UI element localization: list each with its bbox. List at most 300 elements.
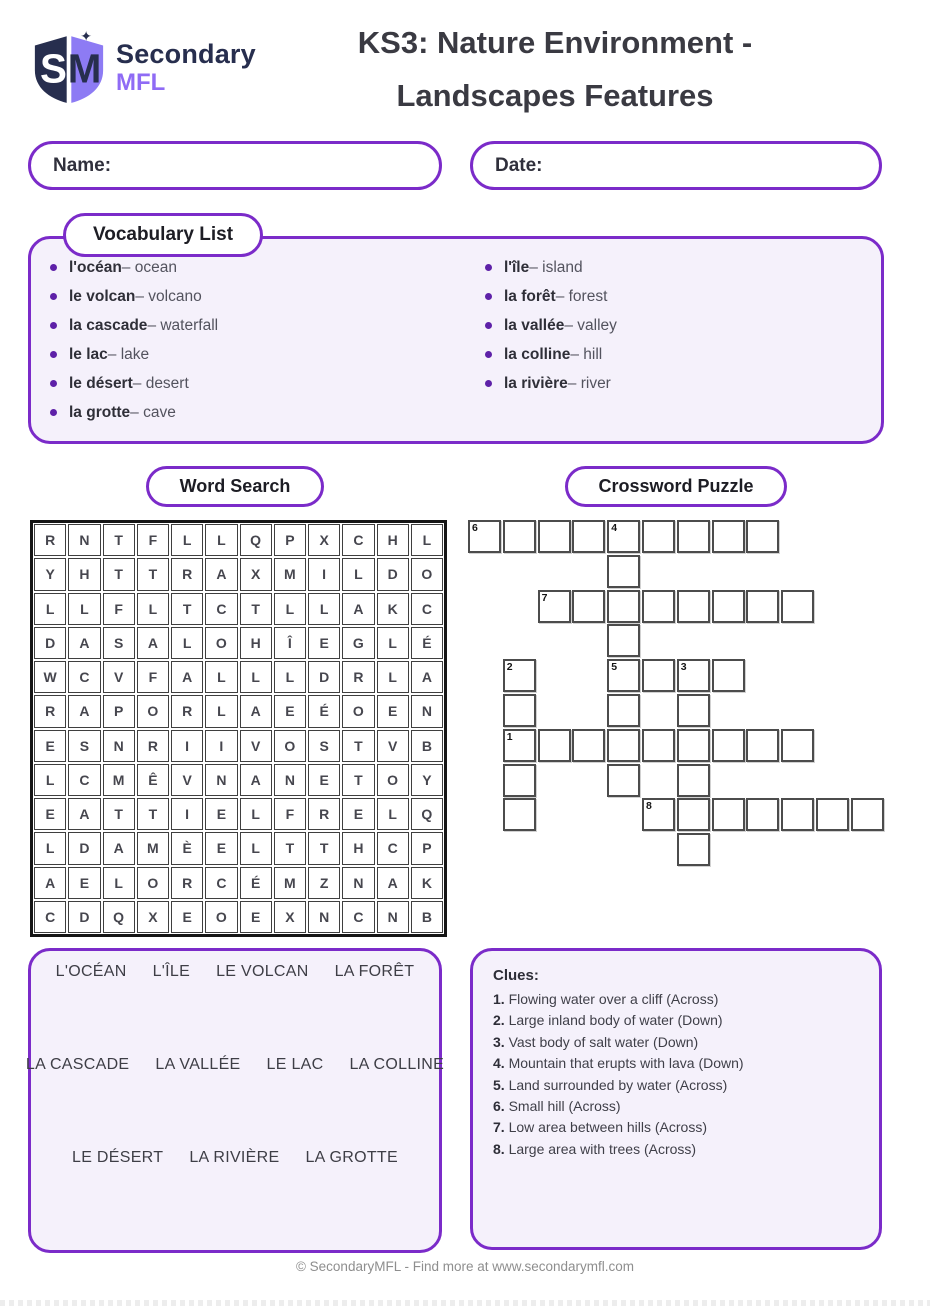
- sparkle-icon: ✦: [80, 30, 92, 44]
- wordsearch-cell: T: [137, 558, 169, 590]
- wordsearch-cell: T: [342, 730, 374, 762]
- wordsearch-cell: D: [34, 627, 66, 659]
- wordsearch-cell: C: [205, 593, 237, 625]
- wordsearch-cell: N: [205, 764, 237, 796]
- crossword-cell[interactable]: [607, 764, 640, 797]
- crossword-number: 2: [506, 661, 513, 674]
- wordsearch-cell: E: [308, 627, 340, 659]
- vocab-term: la grotte: [69, 403, 131, 421]
- wordsearch-cell: C: [68, 764, 100, 796]
- wordbank-word: LA COLLINE: [349, 1056, 445, 1073]
- clue-item: [493, 1053, 859, 1074]
- wordsearch-cell: C: [377, 832, 409, 864]
- wordsearch-cell: Ê: [137, 764, 169, 796]
- crossword-cell[interactable]: [851, 798, 884, 831]
- clue-text: Land surrounded by water (Across): [504, 1076, 728, 1093]
- crossword-cell[interactable]: [677, 694, 710, 727]
- wordsearch-cell: T: [137, 798, 169, 830]
- crossword-cell[interactable]: [677, 729, 710, 762]
- wordsearch-cell: A: [103, 832, 135, 864]
- wordsearch-cell: Q: [240, 524, 272, 556]
- vocab-term: la rivière: [504, 374, 568, 392]
- wordsearch-cell: O: [377, 764, 409, 796]
- vocab-item: [485, 282, 617, 311]
- wordsearch-cell: L: [411, 524, 443, 556]
- wordsearch-cell: L: [103, 867, 135, 899]
- page-title: [235, 16, 875, 122]
- clue-item: [493, 1075, 859, 1096]
- vocab-term: le lac: [69, 345, 108, 363]
- wordbank-word: L'ÎLE: [152, 963, 191, 980]
- wordsearch-cell: L: [205, 524, 237, 556]
- crossword-cell[interactable]: [677, 659, 710, 692]
- vocab-term: la cascade: [69, 316, 148, 334]
- wordsearch-cell: O: [205, 901, 237, 933]
- wordbank-row: [31, 963, 439, 981]
- vocab-term: l'océan: [69, 258, 122, 276]
- vocabulary-column-left: [50, 253, 218, 427]
- page-title-line1: KS3: Nature Environment -: [357, 25, 753, 60]
- wordsearch-cell: L: [240, 832, 272, 864]
- crossword-cell[interactable]: [607, 659, 640, 692]
- clue-text: Vast body of salt water (Down): [504, 1033, 699, 1050]
- wordsearch-cell: K: [411, 867, 443, 899]
- vocab-item: [50, 398, 218, 427]
- crossword-cell[interactable]: [746, 590, 779, 623]
- crossword-cell[interactable]: [677, 798, 710, 831]
- crossword-cell[interactable]: [572, 590, 605, 623]
- vocab-translation: – valley: [564, 316, 617, 334]
- wordsearch-cell: N: [103, 730, 135, 762]
- wordsearch-cell: I: [205, 730, 237, 762]
- wordsearch-cell: V: [377, 730, 409, 762]
- wordsearch-cell: K: [377, 593, 409, 625]
- wordsearch-cell: E: [205, 832, 237, 864]
- wordsearch-cell: M: [137, 832, 169, 864]
- footer-credit: © SecondaryMFL - Find more at www.secondarymfl.com: [295, 1259, 635, 1274]
- wordsearch-cell: É: [240, 867, 272, 899]
- wordsearch-cell: L: [34, 832, 66, 864]
- wordsearch-cell: F: [137, 661, 169, 693]
- crossword-cell[interactable]: [642, 729, 675, 762]
- wordbank-word: LA FORÊT: [334, 963, 415, 980]
- wordsearch-cell: Y: [411, 764, 443, 796]
- vocab-term: la vallée: [504, 316, 565, 334]
- wordsearch-cell: C: [411, 593, 443, 625]
- vocab-item: [50, 311, 218, 340]
- wordsearch-cell: X: [137, 901, 169, 933]
- wordbank-row: [31, 1149, 439, 1167]
- wordsearch-cell: L: [377, 661, 409, 693]
- wordsearch-cell: E: [240, 901, 272, 933]
- wordsearch-cell: L: [377, 627, 409, 659]
- wordsearch-cell: N: [68, 524, 100, 556]
- wordsearch-cell: L: [137, 593, 169, 625]
- clue-number: 3.: [493, 1033, 505, 1050]
- wordsearch-cell: T: [308, 832, 340, 864]
- wordsearch-cell: L: [342, 558, 374, 590]
- wordsearch-cell: C: [342, 901, 374, 933]
- vocab-translation: – forest: [555, 287, 608, 305]
- wordsearch-cell: V: [240, 730, 272, 762]
- page-title-line2: Landscapes Features: [396, 78, 714, 113]
- vocab-term: la forêt: [504, 287, 556, 305]
- wordsearch-cell: V: [103, 661, 135, 693]
- crossword-number: 7: [541, 591, 548, 604]
- crossword-cell[interactable]: [538, 729, 571, 762]
- vocab-item: [50, 369, 218, 398]
- wordsearch-cell: A: [68, 798, 100, 830]
- wordsearch-cell: C: [34, 901, 66, 933]
- vocab-item: [50, 253, 218, 282]
- crossword-cell[interactable]: [642, 520, 675, 553]
- wordsearch-cell: T: [342, 764, 374, 796]
- shield-logo-icon: [30, 30, 108, 106]
- wordsearch-cell: L: [274, 593, 306, 625]
- wordsearch-cell: L: [240, 661, 272, 693]
- crossword-cell[interactable]: [712, 590, 745, 623]
- crossword-cell[interactable]: [538, 520, 571, 553]
- vocab-term: la colline: [504, 345, 571, 363]
- vocab-translation: – ocean: [121, 258, 177, 276]
- wordsearch-cell: H: [68, 558, 100, 590]
- wordsearch-cell: É: [308, 695, 340, 727]
- crossword-cell[interactable]: [642, 659, 675, 692]
- clues-panel: [470, 948, 882, 1250]
- crossword-cell[interactable]: [746, 798, 779, 831]
- wordsearch-cell: Q: [411, 798, 443, 830]
- crossword-cell[interactable]: [781, 590, 814, 623]
- clue-item: [493, 1010, 859, 1031]
- wordsearch-cell: A: [205, 558, 237, 590]
- wordsearch-cell: R: [34, 695, 66, 727]
- wordsearch-cell: S: [103, 627, 135, 659]
- crossword-cell[interactable]: [607, 590, 640, 623]
- wordsearch-cell: N: [274, 764, 306, 796]
- wordbank-word: LA VALLÉE: [155, 1056, 241, 1073]
- page-cut-line: [0, 1300, 930, 1306]
- crossword-cell[interactable]: [677, 764, 710, 797]
- wordsearch-cell: B: [411, 901, 443, 933]
- wordsearch-cell: X: [308, 524, 340, 556]
- wordsearch-cell: M: [274, 867, 306, 899]
- wordsearch-cell: A: [68, 695, 100, 727]
- wordsearch-cell: R: [137, 730, 169, 762]
- wordsearch-cell: R: [34, 524, 66, 556]
- crossword-grid: [468, 520, 888, 872]
- brand-mfl: MFL: [116, 69, 166, 96]
- crossword-cell[interactable]: [677, 590, 710, 623]
- wordsearch-cell: D: [377, 558, 409, 590]
- wordsearch-cell: A: [68, 627, 100, 659]
- vocab-translation: – volcano: [135, 287, 202, 305]
- wordbank-word: LA CASCADE: [25, 1056, 130, 1073]
- wordsearch-cell: D: [68, 832, 100, 864]
- clue-item: [493, 1096, 859, 1117]
- wordsearch-cell: L: [171, 524, 203, 556]
- wordsearch-cell: H: [377, 524, 409, 556]
- wordsearch-cell: G: [342, 627, 374, 659]
- wordsearch-cell: O: [205, 627, 237, 659]
- vocab-translation: – desert: [132, 374, 189, 392]
- wordsearch-cell: V: [171, 764, 203, 796]
- vocabulary-heading: [63, 213, 263, 257]
- vocab-translation: – hill: [570, 345, 603, 363]
- wordsearch-cell: F: [137, 524, 169, 556]
- clue-item: [493, 989, 859, 1010]
- wordsearch-cell: R: [171, 867, 203, 899]
- wordsearch-cell: H: [240, 627, 272, 659]
- wordsearch-cell: L: [377, 798, 409, 830]
- wordsearch-cell: X: [274, 901, 306, 933]
- wordsearch-cell: L: [34, 593, 66, 625]
- wordsearch-cell: R: [171, 558, 203, 590]
- clue-item: [493, 1032, 859, 1053]
- wordsearch-cell: H: [342, 832, 374, 864]
- wordbank-panel: [25, 948, 445, 1253]
- crossword-cell[interactable]: [503, 520, 536, 553]
- crossword-cell[interactable]: [503, 764, 536, 797]
- wordsearch-cell: N: [377, 901, 409, 933]
- wordsearch-cell: L: [205, 695, 237, 727]
- wordsearch-cell: Î: [274, 627, 306, 659]
- wordsearch-cell: P: [103, 695, 135, 727]
- wordsearch-cell: P: [274, 524, 306, 556]
- wordsearch-cell: A: [137, 627, 169, 659]
- crossword-cell[interactable]: [712, 798, 745, 831]
- crossword-cell[interactable]: [781, 729, 814, 762]
- vocab-translation: – waterfall: [147, 316, 219, 334]
- wordsearch-cell: T: [103, 558, 135, 590]
- vocab-item: [50, 340, 218, 369]
- crossword-cell[interactable]: [503, 659, 536, 692]
- crossword-cell[interactable]: [607, 555, 640, 588]
- wordsearch-cell: É: [411, 627, 443, 659]
- crossword-number: 8: [646, 800, 652, 813]
- crossword-cell[interactable]: [607, 624, 640, 657]
- crossword-cell[interactable]: [746, 729, 779, 762]
- wordsearch-cell: E: [274, 695, 306, 727]
- vocab-term: l'île: [504, 258, 530, 276]
- crossword-cell[interactable]: [538, 590, 571, 623]
- clue-text: Flowing water over a cliff (Across): [504, 991, 719, 1007]
- wordsearch-cell: I: [171, 798, 203, 830]
- wordsearch-cell: E: [205, 798, 237, 830]
- secondarymfl-logo: [30, 30, 256, 106]
- wordsearch-cell: L: [34, 764, 66, 796]
- wordsearch-cell: R: [171, 695, 203, 727]
- vocab-item: [485, 253, 617, 282]
- crossword-cell[interactable]: [677, 520, 710, 553]
- wordsearch-cell: N: [308, 901, 340, 933]
- wordsearch-cell: D: [308, 661, 340, 693]
- vocab-translation: – lake: [107, 345, 150, 363]
- wordsearch-cell: L: [205, 661, 237, 693]
- wordsearch-cell: C: [205, 867, 237, 899]
- vocab-translation: – river: [567, 374, 611, 392]
- wordsearch-cell: E: [68, 867, 100, 899]
- wordsearch-cell: S: [308, 730, 340, 762]
- wordsearch-cell: T: [103, 524, 135, 556]
- wordsearch-cell: Y: [34, 558, 66, 590]
- crossword-cell[interactable]: [572, 520, 605, 553]
- wordsearch-cell: F: [274, 798, 306, 830]
- wordsearch-cell: A: [411, 661, 443, 693]
- wordsearch-cell: A: [240, 764, 272, 796]
- brand-secondary: Secondary: [116, 39, 256, 69]
- vocab-translation: – cave: [130, 403, 176, 421]
- wordsearch-cell: A: [240, 695, 272, 727]
- wordsearch-cell: S: [68, 730, 100, 762]
- wordsearch-cell: N: [342, 867, 374, 899]
- crossword-heading-label: Crossword Puzzle: [598, 476, 754, 496]
- clue-number: 2.: [493, 1012, 505, 1029]
- vocab-term: le volcan: [69, 287, 136, 305]
- wordsearch-cell: P: [411, 832, 443, 864]
- wordsearch-cell: L: [308, 593, 340, 625]
- crossword-number: 4: [611, 522, 618, 534]
- crossword-cell[interactable]: [642, 590, 675, 623]
- wordsearch-cell: R: [308, 798, 340, 830]
- wordsearch-cell: E: [34, 730, 66, 762]
- wordsearch-cell: T: [103, 798, 135, 830]
- wordsearch-cell: L: [68, 593, 100, 625]
- name-label: Name:: [53, 154, 112, 176]
- vocab-term: le désert: [69, 374, 133, 392]
- crossword-number: 6: [472, 522, 478, 534]
- name-field[interactable]: [28, 141, 442, 190]
- crossword-cell[interactable]: [607, 729, 640, 762]
- vocab-item: [485, 311, 617, 340]
- wordsearch-cell: L: [240, 798, 272, 830]
- wordbank-word: LA RIVIÈRE: [189, 1149, 280, 1166]
- wordsearch-cell: T: [240, 593, 272, 625]
- wordsearch-cell: N: [411, 695, 443, 727]
- wordsearch-cell: D: [68, 901, 100, 933]
- svg-text:S: S: [40, 45, 67, 92]
- wordsearch-cell: E: [308, 764, 340, 796]
- crossword-cell[interactable]: [781, 798, 814, 831]
- vocab-item: [485, 340, 617, 369]
- wordsearch-cell: X: [240, 558, 272, 590]
- wordsearch-cell: O: [411, 558, 443, 590]
- wordbank-word: LE LAC: [266, 1056, 324, 1073]
- clue-text: Low area between hills (Across): [504, 1119, 707, 1136]
- wordbank-row: [25, 1056, 445, 1074]
- clue-text: Small hill (Across): [504, 1098, 621, 1115]
- vocabulary-heading-label: Vocabulary List: [92, 224, 234, 245]
- crossword-cell[interactable]: [642, 798, 675, 831]
- wordsearch-heading: [146, 466, 324, 507]
- crossword-cell[interactable]: [503, 798, 536, 831]
- clue-text: Mountain that erupts with lava (Down): [504, 1055, 744, 1072]
- wordsearch-cell: Q: [103, 901, 135, 933]
- wordsearch-cell: O: [274, 730, 306, 762]
- wordsearch-cell: E: [377, 695, 409, 727]
- wordsearch-cell: T: [171, 593, 203, 625]
- wordsearch-cell: A: [342, 593, 374, 625]
- wordbank-word: LE VOLCAN: [216, 963, 309, 980]
- wordsearch-cell: È: [171, 832, 203, 864]
- vocab-item: [485, 369, 617, 398]
- wordsearch-heading-label: Word Search: [179, 476, 291, 496]
- clue-number: 7.: [493, 1119, 505, 1136]
- crossword-heading: [565, 466, 787, 507]
- crossword-cell[interactable]: [816, 798, 849, 831]
- wordsearch-cell: W: [34, 661, 66, 693]
- date-label: Date:: [495, 154, 543, 176]
- crossword-number: 3: [680, 661, 687, 674]
- wordsearch-grid: [30, 520, 447, 937]
- crossword-cell[interactable]: [503, 729, 536, 762]
- wordbank-word: LA GROTTE: [305, 1149, 398, 1166]
- crossword-cell[interactable]: [677, 833, 710, 866]
- wordsearch-cell: A: [171, 661, 203, 693]
- crossword-cell[interactable]: [712, 520, 745, 553]
- wordsearch-cell: B: [411, 730, 443, 762]
- vocab-translation: – island: [529, 258, 583, 276]
- date-field[interactable]: [470, 141, 882, 190]
- crossword-cell[interactable]: [607, 694, 640, 727]
- crossword-cell[interactable]: [468, 520, 501, 553]
- wordsearch-cell: L: [171, 627, 203, 659]
- crossword-cell[interactable]: [607, 520, 640, 553]
- wordsearch-cell: A: [34, 867, 66, 899]
- wordbank-word: L'OCÉAN: [55, 963, 127, 980]
- crossword-cell[interactable]: [746, 520, 779, 553]
- clue-number: 5.: [493, 1076, 505, 1093]
- clue-item: [493, 1117, 859, 1138]
- wordsearch-cell: A: [377, 867, 409, 899]
- wordsearch-cell: I: [171, 730, 203, 762]
- wordsearch-cell: O: [137, 695, 169, 727]
- wordsearch-cell: O: [342, 695, 374, 727]
- wordsearch-cell: E: [342, 798, 374, 830]
- wordsearch-cell: C: [342, 524, 374, 556]
- vocab-item: [50, 282, 218, 311]
- clue-number: 8.: [493, 1140, 505, 1157]
- crossword-number: 5: [611, 661, 618, 674]
- wordsearch-cell: M: [274, 558, 306, 590]
- wordsearch-cell: R: [342, 661, 374, 693]
- vocabulary-column-right: [485, 253, 617, 398]
- wordsearch-cell: E: [34, 798, 66, 830]
- svg-text:M: M: [67, 45, 102, 92]
- wordbank-word: LE DÉSERT: [72, 1149, 164, 1166]
- clue-number: 6.: [493, 1098, 505, 1115]
- clue-text: Large area with trees (Across): [504, 1140, 697, 1157]
- crossword-cell[interactable]: [572, 729, 605, 762]
- crossword-cell[interactable]: [712, 659, 745, 692]
- wordsearch-cell: C: [68, 661, 100, 693]
- clues-list: [493, 989, 859, 1160]
- wordsearch-cell: E: [171, 901, 203, 933]
- clue-text: Large inland body of water (Down): [504, 1012, 723, 1029]
- clue-number: 4.: [493, 1055, 505, 1072]
- wordsearch-cell: F: [103, 593, 135, 625]
- wordsearch-cell: O: [137, 867, 169, 899]
- wordsearch-cell: Z: [308, 867, 340, 899]
- crossword-cell[interactable]: [503, 694, 536, 727]
- clue-number: 1.: [493, 991, 505, 1007]
- clue-item: [493, 1139, 859, 1160]
- wordsearch-cell: M: [103, 764, 135, 796]
- wordsearch-cell: L: [274, 661, 306, 693]
- wordsearch-cell: I: [308, 558, 340, 590]
- crossword-cell[interactable]: [712, 729, 745, 762]
- crossword-number: 1: [506, 730, 513, 743]
- wordsearch-cell: T: [274, 832, 306, 864]
